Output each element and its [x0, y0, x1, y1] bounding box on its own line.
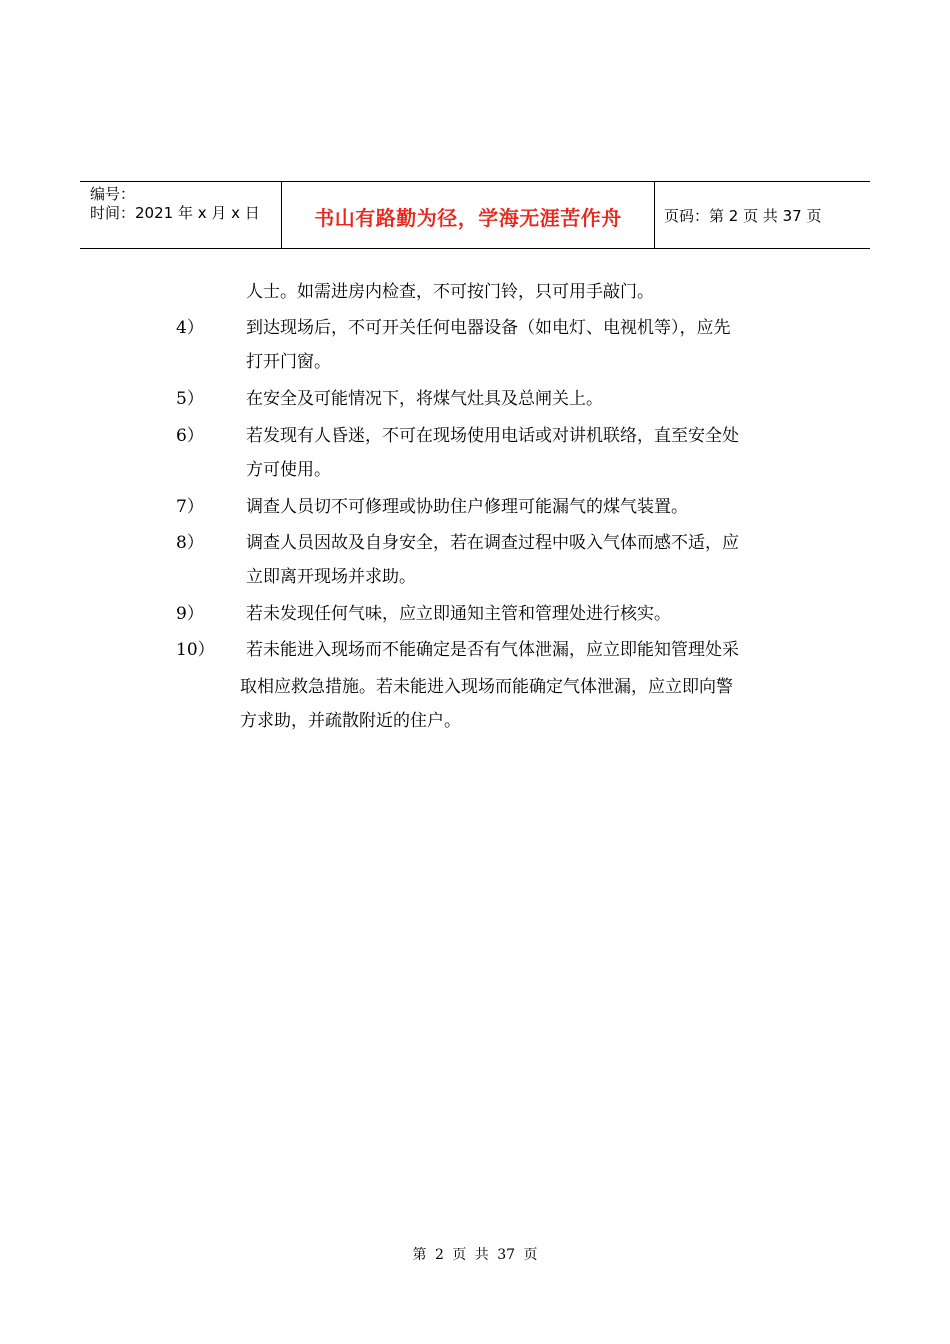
page-header [80, 181, 870, 249]
list-item-number: 8） [176, 533, 204, 553]
list-item-text: 若发现有人昏迷，不可在现场使用电话或对讲机联络，直至安全处 [246, 426, 739, 446]
list-item-number: 5） [176, 389, 204, 409]
list-item-text: 调查人员因故及自身安全，若在调查过程中吸入气体而感不适，应 [246, 533, 739, 553]
header-number-label: 编号： [90, 185, 136, 203]
page-footer [0, 1246, 950, 1264]
footer-page-number: 第 2 页 共 37 页 [412, 1247, 538, 1263]
header-page-info-cell [655, 182, 870, 248]
list-item-number: 6） [176, 426, 204, 446]
list-item-text: 若未能进入现场而不能确定是否有气体泄漏，应立即能知管理处采 [246, 640, 739, 660]
header-date: 时间：2021 年 x 月 x 日 [90, 204, 260, 222]
list-item-text: 方求助，并疏散附近的住户。 [240, 711, 461, 731]
list-item-text: 调查人员切不可修理或协助住户修理可能漏气的煤气装置。 [246, 497, 688, 517]
body-continuation: 人士。如需进房内检查，不可按门铃，只可用手敲门。 [246, 282, 654, 302]
list-item-text: 若未发现任何气味，应立即通知主管和管理处进行核实。 [246, 604, 671, 624]
list-item-text: 取相应救急措施。若未能进入现场而能确定气体泄漏，应立即向警 [240, 677, 733, 697]
list-item-number: 7） [176, 497, 204, 517]
header-page-info: 页码：第 2 页 共 37 页 [664, 206, 822, 225]
list-item-number: 9） [176, 604, 204, 624]
list-item-text: 在安全及可能情况下，将煤气灶具及总闸关上。 [246, 389, 603, 409]
list-item-text: 立即离开现场并求助。 [246, 567, 416, 587]
header-motto-cell [282, 182, 655, 248]
list-item-text: 打开门窗。 [246, 352, 331, 372]
header-meta [80, 182, 282, 248]
list-item-text: 方可使用。 [246, 460, 331, 480]
list-item-text: 到达现场后，不可开关任何电器设备（如电灯、电视机等），应先 [246, 318, 731, 338]
list-item-number: 4） [176, 318, 204, 338]
list-item-number: 10） [176, 640, 215, 660]
header-motto: 书山有路勤为径，学海无涯苦作舟 [314, 205, 622, 230]
